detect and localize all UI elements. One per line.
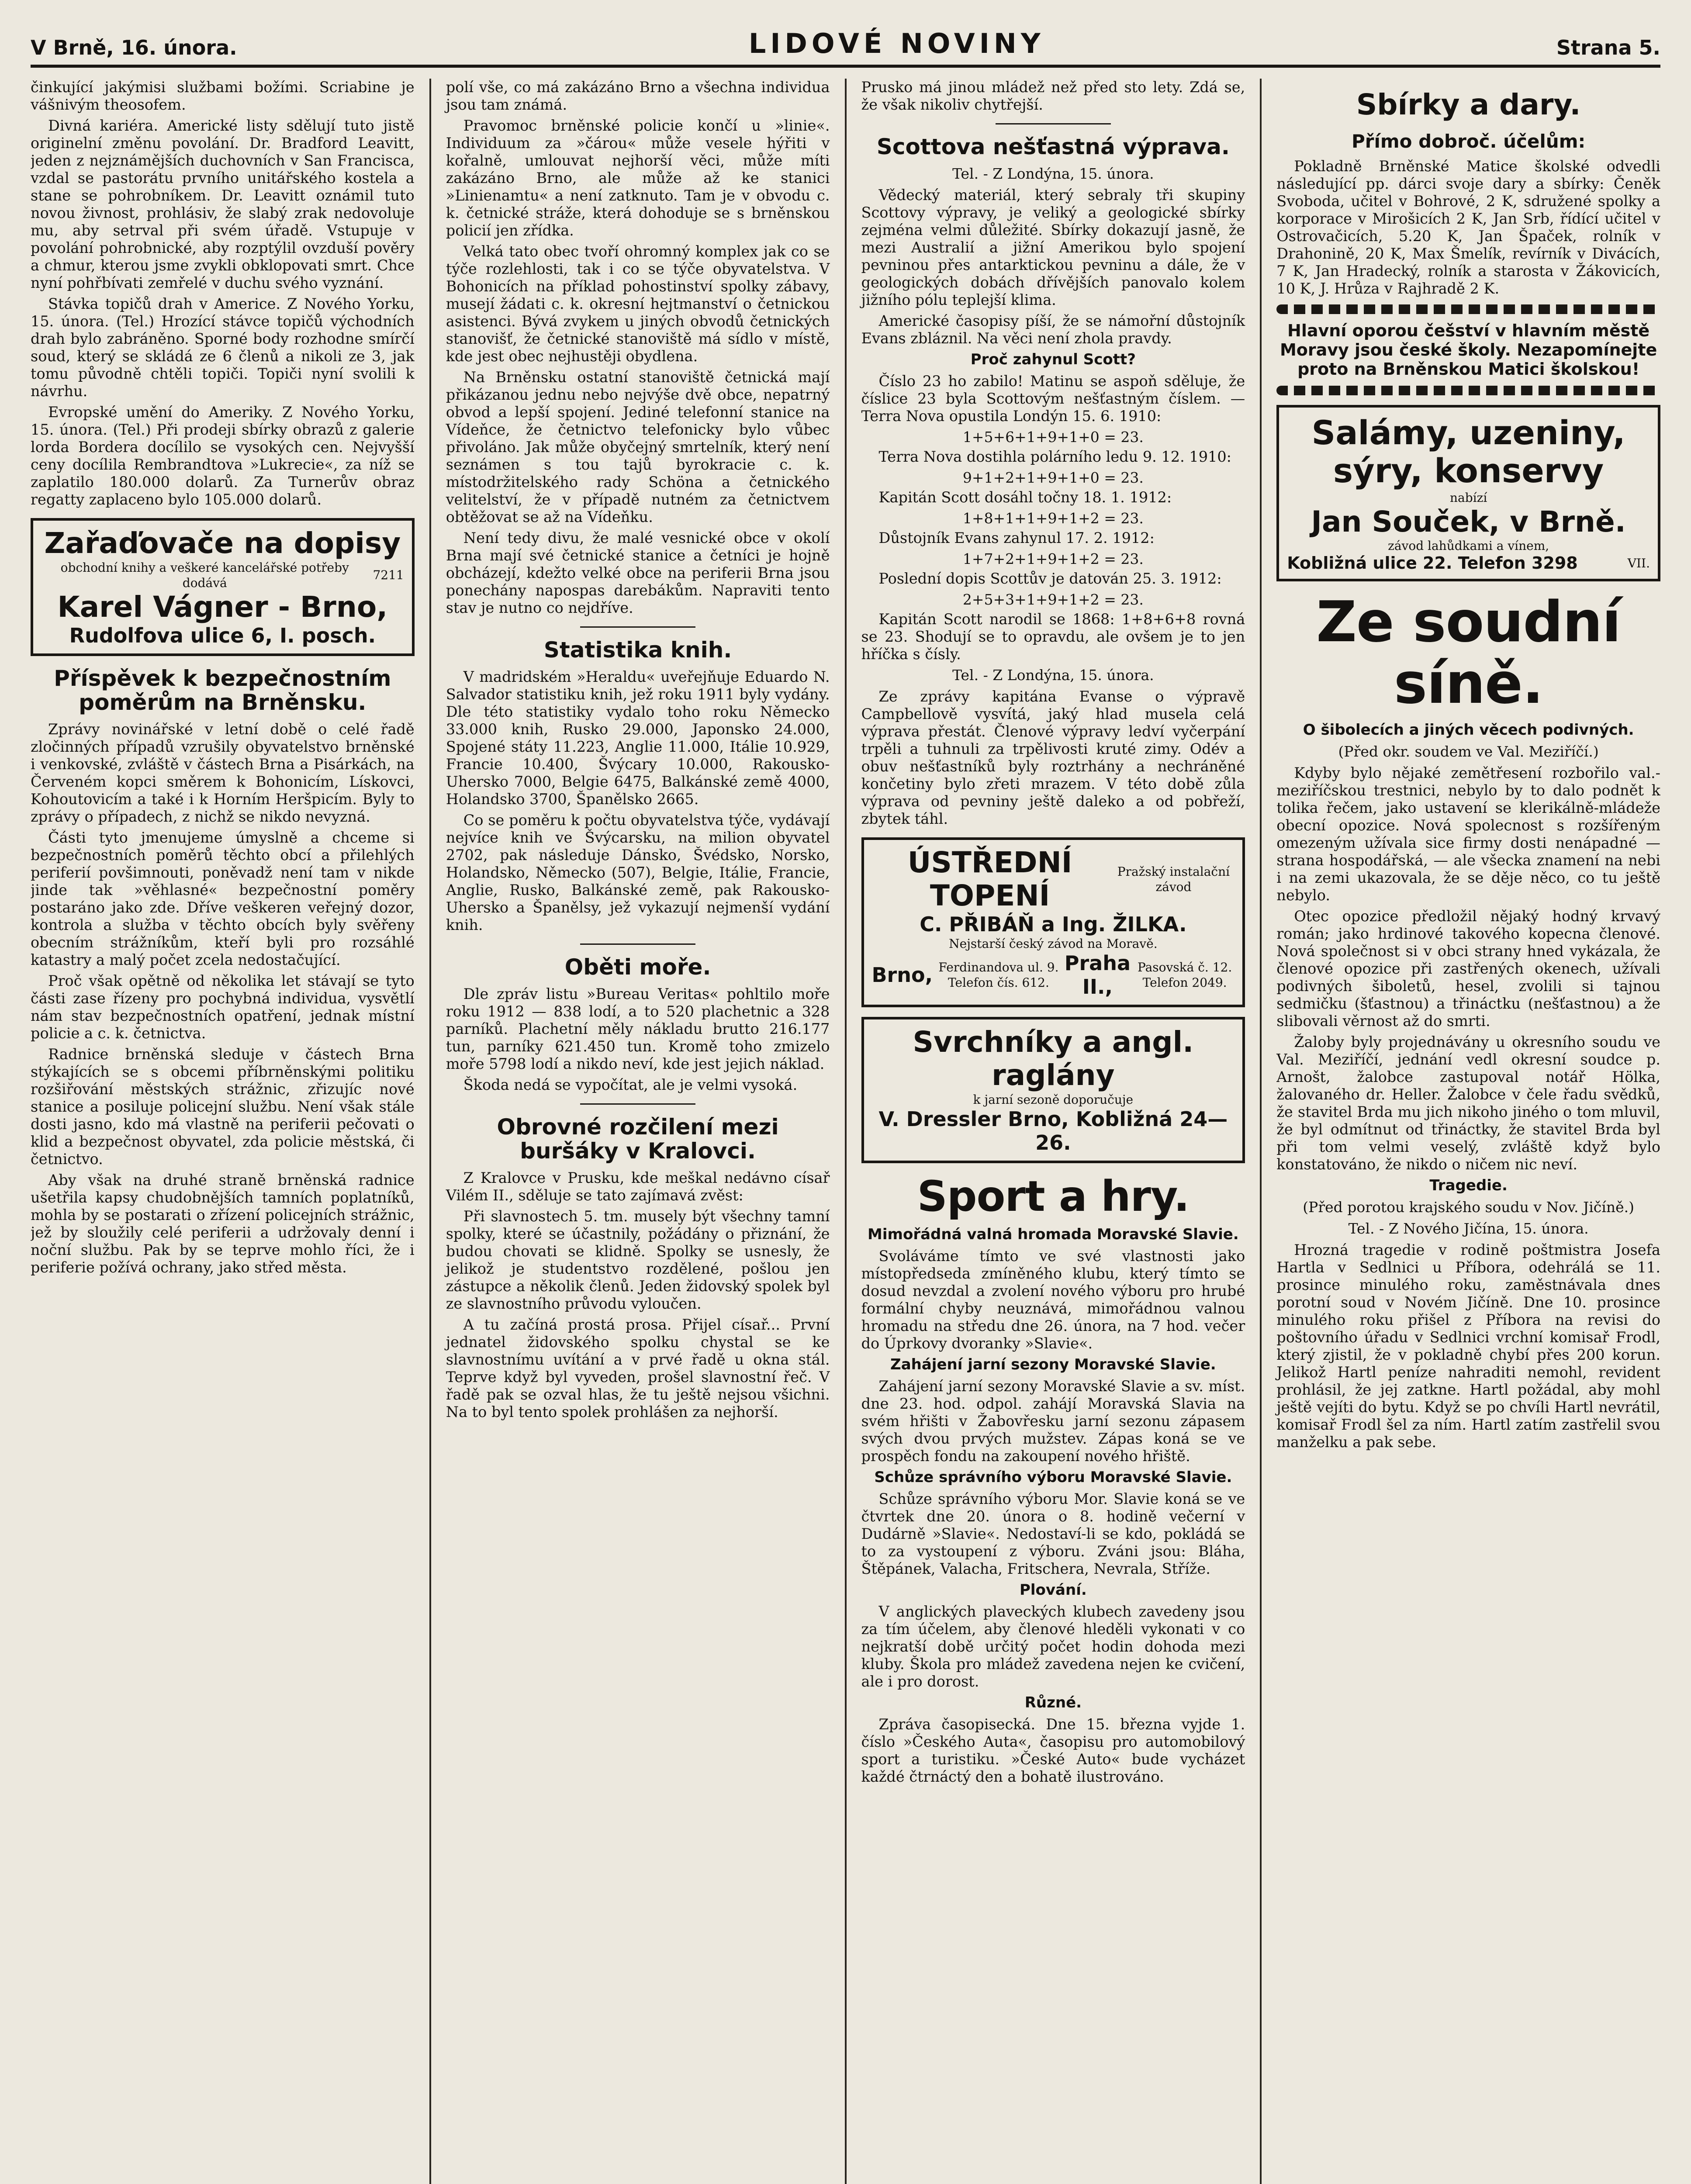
section-subheadline: Přímo dobroč. účelům: [1351, 130, 1586, 152]
article-subheadline: Schůze správního výboru Moravské Slavie. [874, 1469, 1232, 1486]
ad-title: Zařaďovače na dopisy [44, 526, 401, 560]
article-subheadline: Zahájení jarní sezony Moravské Slavie. [890, 1356, 1216, 1374]
article-text: Není tedy divu, že malé vesnické obce v okolí Brna mají své četnické stanice a četníci je hojně obcházejí, kdežto velké obce na periferii Brna jsou ponechány napospas darebákům. Napraviti tento stav je nutno co nejdříve. [446, 529, 830, 616]
issue-date: V Brně, 16. února. [31, 36, 237, 59]
article-text: Žaloby byly projednávány u okresního soudu ve Val. Meziříčí, jednání vedl okresní soudce p. Arnošt, žalobce zastupoval notář Hölka, žalovaného dr. Heller. Žalobce v čele řadu svědků, že stavitel Brda mu jich nikoho jiného o tom mluvil, že byl odmítnut od třináctky, že stavitel Brda byl při tom velmi veselý, zvláště když bylo konstatováno, že nikdo o ničem nic neví. [1276, 1033, 1660, 1173]
number-sum: 1+8+1+1+9+1+2 = 23. [962, 510, 1144, 527]
section-headline: Ze soudní síně. [1316, 590, 1621, 717]
dateline: Tel. - Z Londýna, 15. února. [952, 165, 1154, 182]
article-text: Škoda nedá se vypočítat, ale je velmi vysoká. [463, 1076, 798, 1093]
article-headline: Obrovné rozčilení mezi buršáky v Kralovci. [497, 1114, 779, 1164]
ad-subtitle: k jarní sezoně doporučuje [973, 1092, 1134, 1107]
article-subheadline: O šibolecích a jiných věcech podivných. [1303, 721, 1634, 739]
ad-row [872, 846, 1235, 912]
article-text: činkující jakýmisi službami božími. Scriabine je vášnivým theosofem. [31, 79, 415, 113]
ad-address: Pasovská č. 12. Telefon 2049. [1138, 960, 1232, 990]
article-text: Z Kralovce v Prusku, kde meškal nedávno císař Vilém II., sděluje se tato zajímavá zvěst: [446, 1169, 830, 1204]
divider [996, 123, 1111, 124]
advertisement-topeni [861, 837, 1245, 1007]
ad-city: Brno, [871, 963, 933, 987]
article-text: Číslo 23 ho zabilo! Matinu se aspoň sděluje, že číslice 23 byla Scottovým nešťastným číslem. — Terra Nova opustila Londýn 15. 6. 1910: [861, 373, 1245, 425]
article-text: Divná kariéra. Americké listy sdělují tuto jistě originelní změnu povolání. Dr. Bradford Leavitt, jeden z nejznámějších duchovních v San Francisca, vzdal se pastorátu prvního unitářského kostela a stane se pohrobníkem. Dr. Leavitt oznámil tuto novou živnost, prohlásiv, že slabý zrak nedovoluje mu, aby setrval při svém úřadě. Vstupuje v povolání pohrobnické, aby rozptýlil ovzduší pověry a chmur, kterou jsme zvykli obklopovati smrt. Chce nyní pohřbívati zemřelé v duchu svého vyznání. [31, 117, 415, 291]
article-text: Svoláváme tímto ve své vlastnosti jako místopředseda zmíněného klubu, který tímto se dosud nevzdal a zvolení nového výboru pro hrubé formální chyby neuznává, mimořádnou valnou hromadu na středu dne 26. února, na 7 hod. večer do Úprkovy dvoranky »Slavie«. [861, 1248, 1245, 1352]
ad-title: ÚSTŘEDNÍ TOPENÍ [907, 846, 1072, 912]
number-sum: 2+5+3+1+9+1+2 = 23. [962, 591, 1144, 608]
article-subheadline: Proč zahynul Scott? [970, 351, 1136, 368]
article-text: Otec opozice předložil nějaký hodný krvavý román; jako hrdinové takového kopecna členové. Nová společnost si v obci strany hned vykázala, že členové opozice při zastřených okenech, užívali podivných šiboletů, hesel, zvolili si tajnou sedmičku (šťastnou) a třináctku (nešťastnou) a že slibovali věrnost až do smrti. [1276, 908, 1660, 1030]
article-text: Kapitán Scott dosáhl točny 18. 1. 1912: [878, 489, 1172, 506]
ad-subtitle: Pražský instalační závod [1117, 864, 1230, 894]
dateline: Tel. - Z Londýna, 15. února. [952, 667, 1154, 684]
article-text: Stávka topičů drah v Americe. Z Nového Yorku, 15. února. (Tel.) Hrozící stávce topičů východních drah bylo zabráněno. Sporné body rozhodne smírčí soud, který se skládá ze 6 členů a nikoli ze 3, jak tomu původně chtěli topiči. Topiči nyní svolili k návrhu. [31, 295, 415, 400]
article-text: Vědecký materiál, který sebraly tři skupiny Scottovy výpravy, je veliký a geologické sbírky zejména velmi důležité. Sbírky dokazují jasně, že mezi Australií a jižní Amerikou bylo spojení pevninou přes antarktickou pevninu a dále, že v geologických dobách dřívějších panovalo kolem jižního pólu teplejší klima. [861, 187, 1245, 308]
article-text: Americké časopisy píší, že se námořní důstojník Evans zbláznil. Na věci není zhola pravdy. [861, 312, 1245, 347]
number-sum: 1+7+2+1+9+1+2 = 23. [962, 550, 1144, 567]
article-text: Při slavnostech 5. tm. musely být všechny tamní spolky, které se účastnily, požádány o přiznání, že budou chovati se klidně. Spolky se usnesly, že jelikož je studentstvo rozdělené, pošlou jen zástupce a několik členů. Jeden židovský spolek byl ze slavnostního průvodu vyloučen. [446, 1208, 830, 1312]
ad-number: VII. [1627, 556, 1650, 570]
article-text: Pokladně Brněnské Matice školské odvedli následující pp. dárci svoje dary a sbírky: Čeněk Svoboda, učitel v Bohrové, 2 K, sdružené spolky a korporace v Mirošicích 2 K, Jan Srb, řídící učitel v Ostrovačicích, 5.20 K, Jan Špaček, rolník v Drahonině, 20 K, Max Šmelík, revírník v Divácích, 7 K, Jan Hradecký, rolník a starosta v Žákovicích, 10 K, J. Hrůza v Rajhradě 2 K. [1276, 157, 1660, 297]
ad-line: obchodní knihy a veškeré kancelářské potřeby dodává [60, 560, 349, 590]
article-text: Zprávy novinářské v letní době o celé řadě zločinných případů vzrušily obyvatelstvo brněnské i venkovské, zvláště v částech Brna a Pisárkách, na Červeném kopci směrem k Bohonicím, Lískovci, Kohoutovicím a také i k Horním Heršpicím. Byly to zprávy o případech, z nichž se nikdo nevyzná. [31, 720, 415, 825]
ad-address: Kobližná ulice 22. Telefon 3298 [1287, 553, 1578, 573]
article-text: Kapitán Scott narodil se 1868: 1+8+6+8 rovná se 23. Shodují se to opravdu, ale ovšem je to jen hříčka s čísly. [861, 611, 1245, 663]
column-2 [431, 79, 847, 2184]
ad-firm-name: V. Dressler Brno, Kobližná 24—26. [878, 1107, 1228, 1154]
ad-firm-name: Jan Souček, v Brně. [1311, 505, 1626, 539]
ad-firm-name: Karel Vágner - Brno, [57, 590, 388, 624]
matice-appeal: Hlavní oporou češství v hlavním městě Moravy jsou české školy. Nezapomínejte proto na Brněnskou Matici školskou! [1279, 321, 1657, 379]
article-text: Hrozná tragedie v rodině poštmistra Josefa Hartla v Sedlnici u Příbora, odehrálá se 11. prosince minulého roku, zaměstnávala dnes porotní soud v Novém Jičíně. Dne 10. prosince minulého roku přišel z Příbora na revisi do poštovního úřadu v Sedlnici vrchní komisař Frodl, který zjistil, že v pokladně chybí přes 200 korun. Jelikož Hartl peníze nahraditi nemohl, revident prohlásil, že jej zatkne. Hartl požádal, aby mohl ještě vejíti do bytu. Když se po chvíli Hartl nevrátil, komisař Frodl šel za ním. Hartl zatím zastřelil svou manželku a pak sebe. [1276, 1241, 1660, 1451]
article-text: Radnice brněnská sleduje v částech Brna stýkajících se s obcemi příbrněnskými politiku rozšiřování městských strážnic, zřizujíc nové stanice a posiluje policejní službu. Není však stále dosti jasno, kdo má vlastně na periferii pečovati o klid a bezpečnost obyvatel, zda policie městská, či četnictvo. [31, 1045, 415, 1168]
divider [580, 626, 695, 628]
advertisement-soucek [1276, 405, 1660, 582]
article-subheadline: Tragedie. [1429, 1177, 1508, 1195]
ad-description: Nejstarší český závod na Moravě. [949, 936, 1158, 951]
number-sum: 1+5+6+1+9+1+0 = 23. [962, 429, 1144, 446]
article-text: Na Brněnsku ostatní stanoviště četnická mají přikázanou jednu nebo nejvýše dvě obce, nepatrný obvod a lepší spojení. Jediné telefonní stanice na Vídeňce, že četnictvo telefonicky bylo vůbec přivoláno. Jak může obyčejný smrtelník, který není seznámen s tou tajů byrokracie c. k. místodržitelského rady Schöna a četnického velitelství, že v případě nutném za četnictvem obtěžovat se až na Vídeňku. [446, 369, 830, 525]
article-text: Části tyto jmenujeme úmyslně a chceme si bezpečnostních poměrů těchto obcí a přilehlých periferií povšimnouti, poněvadž není tam v nikde jinde tak »věhlasné« bezpečnostní poměry postaráno jako zde. Dříve veškeren veřejný dozor, kontrola a služba v těchto obcích byly svěřeny obecním strážníkům, kteří byli pro rozsáhlé katastry a malý počet zcela nedostačující. [31, 829, 415, 968]
column-3 [847, 79, 1262, 2184]
masthead [31, 26, 1660, 68]
article-text: Evropské umění do Ameriky. Z Nového Yorku, 15. února. (Tel.) Při prodeji sbírky obrazů z galerie lorda Bordera docílilo se vysokých cen. Nejvyšší ceny docílila Rembrandtova »Lukrecie«, za níž se zaplatilo 180.000 dolarů. Za Turnerův obraz regatty zaplaceno bylo 105.000 dolarů. [31, 404, 415, 508]
newspaper-title: LIDOVÉ NOVINY [748, 28, 1045, 59]
article-text: Pravomoc brněnské policie končí u »linie«. Individuum za »čárou« může vesele hýřiti v kořalně, umlouvat nejhorší věci, může míti zakázáno Brno, ale může až ke stanici »Linienamtu« a není zatknuto. Tam je v obvodu c. k. četnické stráže, která dohoduje se s brněnskou policií jen zřídka. [446, 117, 830, 239]
article-headline: Oběti moře. [564, 954, 711, 980]
article-text: Důstojník Evans zahynul 17. 2. 1912: [878, 529, 1155, 546]
article-text: Co se poměru k počtu obyvatelstva týče, vydávají nejvíce knih ve Švýcarsku, na milion obyvatel 2702, pak následuje Dánsko, Švédsko, Norsko, Holandsko, Německo (507), Belgie, Itálie, Francie, Anglie, Rusko, Balkánské země, pak Rakousko-Uhersko a Španělsy, jež vykazují nejmenší vydání knih. [446, 812, 830, 933]
ad-firm-name: C. PŘIBÁŇ a Ing. ŽILKA. [920, 912, 1187, 936]
ad-address: Ferdinandova ul. 9. Telefon čís. 612. [938, 960, 1059, 990]
article-subheadline: Různé. [1024, 1694, 1082, 1712]
advertisement-dressler [861, 1017, 1245, 1163]
article-text: Velká tato obec tvoří ohromný komplex jak co se týče rozlehlosti, tak i co se týče obyvatelstva. V Bohonicích na příklad pohostinství spolky zábavy, musejí žádati c. k. okresní hejtmanství o četnickou asistenci. Bývá zvykem u jiných obvodů četnických stanovišť, že četnické stanoviště má sídlo v místě, kde jest obec nejhustěji obydlena. [446, 243, 830, 365]
article-headline: Příspěvek k bezpečnostním poměrům na Brněnsku. [54, 665, 391, 715]
article-text: Schůze správního výboru Mor. Slavie koná se ve čtvrtek dne 20. února o 8. hodině večerní v Dudárně »Slavie«. Nedostaví-li se kdo, pokládá se to za vystoupení z výboru. Zváni jsou: Bláha, Štěpánek, Valacha, Fritschera, Nevrala, Stříže. [861, 1490, 1245, 1578]
article-text: polí vše, co má zakázáno Brno a všechna individua jsou tam známá. [446, 79, 830, 113]
article-text: Poslední dopis Scottův je datován 25. 3. 1912: [878, 570, 1222, 587]
article-headline: Scottova nešťastná výprava. [876, 134, 1230, 159]
advertisement-vagner [31, 518, 415, 656]
article-subheadline: Mimořádná valná hromada Moravské Slavie. [868, 1226, 1239, 1244]
article-text: A tu začíná prostá prosa. Přijel císař... První jednatel židovského spolku chystal se ke slavnostnímu uvítání a v prvé řadě u okna stál. Teprve když byl vyveden, prošel slavnostní řeč. V řadě pak se ozval hlas, že tu ještě nejsou všichni. Na to byl tento spolek prohlášen za nejhorší. [446, 1316, 830, 1420]
article-headline: Statistika knih. [543, 637, 732, 663]
decorative-border [1276, 386, 1660, 395]
article-text: Terra Nova dostihla polárního ledu 9. 12. 1910: [878, 448, 1231, 465]
ad-subtitle: nabízí [1449, 490, 1487, 505]
section-headline: Sbírky a dary. [1356, 88, 1581, 121]
page-number: Strana 5. [1556, 36, 1660, 59]
article-text: Kdyby bylo nějaké zemětřesení rozbořilo val.-meziříčskou trestnici, nebylo by to dalo podnět k tolika řečem, jako ustavení se klerikálně-mládeže obecní opozice. Nová spolecnost s rozšířeným omezeným užívala sice firmy dosti nenápadné — strana hospodářská, — ale všecka znamení na nebi i na zemi ukazovala, že se děje něco, co tu ještě nebylo. [1276, 764, 1660, 904]
divider [580, 943, 695, 945]
dateline: (Před porotou krajského soudu v Nov. Jičíně.) [1303, 1199, 1634, 1216]
ad-row [1287, 553, 1650, 573]
column-1 [31, 79, 431, 2184]
column-4 [1262, 79, 1660, 2184]
number-sum: 9+1+2+1+9+1+0 = 23. [962, 469, 1144, 486]
columns [31, 79, 1660, 2184]
ad-title: Salámy, uzeniny, sýry, konservy [1311, 413, 1625, 491]
article-text: Ze zprávy kapitána Evanse o výpravě Campbellově vysvítá, jaký hlad musela celá výprava přestát. Členové výpravy ledví vyčerpání trpěli a tuhnuli za trpělivosti kruté zimy. Odév a obuv nešťastníků byly roztrhány a nechráněné končetiny bylo zřeti mrazem. V této době zůla výprava od pevniny ještě daleko a od pobřeží, zbytek táhl. [861, 688, 1245, 827]
article-subheadline: Plování. [1019, 1581, 1087, 1599]
dateline: Tel. - Z Nového Jičína, 15. února. [1348, 1220, 1589, 1237]
ad-city: Praha II., [1064, 951, 1131, 999]
article-text: Proč však opětně od několika let stávají se tyto části zase řízeny pro pochybná individua, vysvětlí nám stav bezpečnostních opatření, jednak místní policie a c. k. četnictva. [31, 972, 415, 1042]
dateline: (Před okr. soudem ve Val. Meziříčí.) [1338, 743, 1599, 760]
divider [580, 1103, 695, 1105]
article-text: Zpráva časopisecká. Dne 15. března vyjde 1. číslo »Českého Auta«, časopisu pro automobilový sport a turistiku. »České Auto« bude vycházet každé čtrnáctý den a bohatě ilustrováno. [861, 1716, 1245, 1786]
ad-row [41, 560, 404, 591]
ad-description: závod lahůdkami a vínem, [1388, 539, 1549, 553]
ad-number: 7211 [373, 568, 404, 583]
ad-title: Svrchníky a angl. raglány [913, 1025, 1194, 1092]
article-text: V anglických plaveckých klubech zavedeny jsou za tím účelem, aby členové hleděli vykonati v co nejkratší době určitý počet hodin dohoda mezi kluby. Škola pro mládež zavedena nejen ke cvičení, ale i pro dorost. [861, 1603, 1245, 1690]
ad-address: Rudolfova ulice 6, I. posch. [69, 623, 376, 647]
article-text: V madridském »Heraldu« uveřejňuje Eduardo N. Salvador statistiku knih, jež roku 1911 byly vydány. Dle této statistiky vydalo toho roku Německo 33.000 knih, Rusko 29.000, Japonsko 24.000, Spojené státy 11.223, Anglie 11.000, Itálie 10.929, Francie 10.400, Švýcary 10.000, Rakousko-Uhersko 7000, Belgie 6475, Balkánské země 4000, Holandsko 3700, Španělsko 2665. [446, 668, 830, 808]
article-text: Dle zpráv listu »Bureau Veritas« pohltilo moře roku 1912 — 838 lodí, a to 520 plachetnic a 328 parníků. Plachetní měly nákladu brutto 216.177 tun, parníky 621.450 tun. Kromě toho zmizelo moře 5798 lodí a nikdo neví, kde jest jejich náklad. [446, 985, 830, 1072]
article-text: Prusko má jinou mládež než před sto lety. Zdá se, že však nikoliv chytřejší. [861, 79, 1245, 113]
article-text: Aby však na druhé straně brněnská radnice ušetřila kapsy chudobnějších tamních poplatníků, mohla by se postarati o zřízení policejních strážnic, jež by sloužily celé periferii a udržovaly denní i noční službu. Pak by se teprve mohlo říci, že i periferie požívá ochrany, jako střed města. [31, 1171, 415, 1276]
section-headline: Sport a hry. [917, 1171, 1190, 1221]
ad-row [872, 951, 1235, 999]
article-text: Zahájení jarní sezony Moravské Slavie a sv. míst. dne 23. hod. odpol. zahájí Moravská Slavia na svém hřišti v Žabovřesku jarní sezonu zápasem svých dvou prvých mužstev. Zápas koná se ve prospěch fondu na zakoupení nového hřiště. [861, 1378, 1245, 1465]
decorative-border [1276, 304, 1660, 314]
